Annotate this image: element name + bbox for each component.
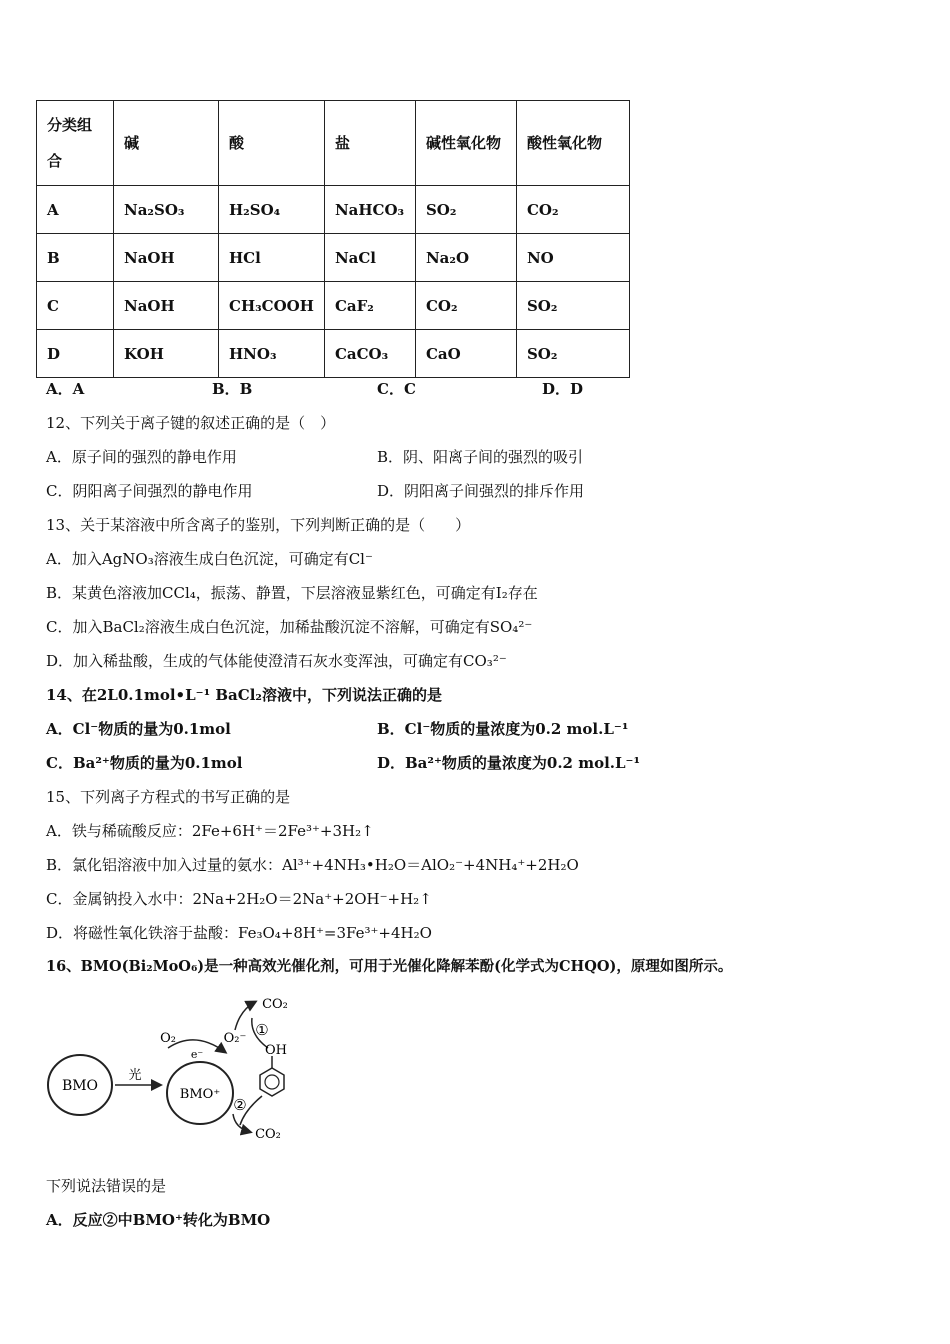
table-cell: CO₂ bbox=[415, 282, 516, 330]
option-c: C．Ba²⁺物质的量为0.1mol bbox=[46, 754, 243, 772]
light-label: 光 bbox=[128, 1068, 142, 1083]
table-cell: SO₂ bbox=[516, 330, 629, 378]
table-cell: CaF₂ bbox=[324, 282, 415, 330]
header-cell: 盐 bbox=[324, 101, 415, 186]
table-cell: NaHCO₃ bbox=[324, 186, 415, 234]
table-cell: H₂SO₄ bbox=[219, 186, 325, 234]
option-d: D．Ba²⁺物质的量浓度为0.2 mol.L⁻¹ bbox=[377, 754, 641, 772]
question-stem: 16、BMO(Bi₂MoO₆)是一种高效光催化剂，可用于光催化降解苯酚(化学式为CHQO)，原理如图所示。 bbox=[46, 958, 733, 975]
header-cell: 碱性氧化物 bbox=[415, 101, 516, 186]
table-cell: HCl bbox=[219, 234, 325, 282]
table-cell: A bbox=[37, 186, 114, 234]
choice-c: C．C bbox=[377, 380, 416, 398]
option-b: B．氯化铝溶液中加入过量的氨水：Al³⁺+4NH₃•H₂O＝AlO₂⁻+4NH₄⁺+2H₂O bbox=[46, 856, 579, 874]
table-cell: NO bbox=[516, 234, 629, 282]
option-d: D．加入稀盐酸，生成的气体能使澄清石灰水变浑浊，可确定有CO₃²⁻ bbox=[46, 652, 507, 670]
table-cell: CH₃COOH bbox=[219, 282, 325, 330]
table-row bbox=[37, 234, 630, 282]
table-cell: NaCl bbox=[324, 234, 415, 282]
table-cell: KOH bbox=[114, 330, 219, 378]
option-a: A．反应②中BMO⁺转化为BMO bbox=[46, 1211, 271, 1229]
question-stem: 15、下列离子方程式的书写正确的是 bbox=[46, 788, 291, 806]
bmo-plus-label: BMO⁺ bbox=[179, 1087, 221, 1102]
table-row bbox=[37, 330, 630, 378]
step2-label: ② bbox=[233, 1096, 247, 1114]
table-cell: C bbox=[37, 282, 114, 330]
choice-b: B．B bbox=[212, 380, 253, 398]
question-stem: 12、下列关于离子键的叙述正确的是（ ） bbox=[46, 414, 336, 432]
table-row bbox=[37, 282, 630, 330]
benzene-aromatic-circle bbox=[265, 1075, 279, 1089]
table-cell: Na₂O bbox=[415, 234, 516, 282]
header-cell: 酸性氧化物 bbox=[516, 101, 629, 186]
o2-minus-label: O₂⁻ bbox=[223, 1031, 247, 1046]
option-d: D．将磁性氧化铁溶于盐酸：Fe₃O₄+8H⁺=3Fe³⁺+4H₂O bbox=[46, 924, 432, 942]
table-cell: D bbox=[37, 330, 114, 378]
option-c: C．加入BaCl₂溶液生成白色沉淀，加稀盐酸沉淀不溶解，可确定有SO₄²⁻ bbox=[46, 618, 533, 636]
option-d: D．阴阳离子间强烈的排斥作用 bbox=[377, 482, 585, 500]
oh-label: OH bbox=[265, 1043, 287, 1058]
option-a: A．铁与稀硫酸反应：2Fe+6H⁺＝2Fe³⁺+3H₂↑ bbox=[46, 822, 374, 840]
choice-d: D．D bbox=[542, 380, 584, 398]
table-cell: CaCO₃ bbox=[324, 330, 415, 378]
electron-label: e⁻ bbox=[190, 1048, 204, 1061]
option-c: C．金属钠投入水中：2Na+2H₂O＝2Na⁺+2OH⁻+H₂↑ bbox=[46, 890, 432, 908]
table-cell: Na₂SO₃ bbox=[114, 186, 219, 234]
photocatalysis-diagram bbox=[40, 990, 300, 1150]
step1-label: ① bbox=[255, 1021, 269, 1039]
question-stem: 14、在2L0.1mol•L⁻¹ BaCl₂溶液中，下列说法正确的是 bbox=[46, 686, 442, 704]
header-cell: 碱 bbox=[114, 101, 219, 186]
table-header-row bbox=[37, 101, 630, 186]
option-b: B．Cl⁻物质的量浓度为0.2 mol.L⁻¹ bbox=[377, 720, 629, 738]
question-prompt: 下列说法错误的是 bbox=[46, 1177, 167, 1195]
benzene-ring-icon bbox=[260, 1068, 284, 1096]
option-c: C．阴阳离子间强烈的静电作用 bbox=[46, 482, 253, 500]
question-stem: 13、关于某溶液中所含离子的鉴别，下列判断正确的是（ ） bbox=[46, 516, 471, 534]
table-cell: NaOH bbox=[114, 282, 219, 330]
table-cell: SO₂ bbox=[516, 282, 629, 330]
bmo-label: BMO bbox=[61, 1078, 99, 1094]
table-cell: NaOH bbox=[114, 234, 219, 282]
option-a: A．原子间的强烈的静电作用 bbox=[46, 448, 237, 466]
table-row bbox=[37, 186, 630, 234]
co2-top-label: CO₂ bbox=[262, 997, 288, 1012]
option-b: B．某黄色溶液加CCl₄，振荡、静置，下层溶液显紫红色，可确定有I₂存在 bbox=[46, 584, 538, 602]
table-cell: CaO bbox=[415, 330, 516, 378]
o2-label: O₂ bbox=[160, 1031, 176, 1046]
table-cell: CO₂ bbox=[516, 186, 629, 234]
header-cell: 分类组合 bbox=[37, 101, 114, 186]
option-b: B．阴、阳离子间的强烈的吸引 bbox=[377, 448, 584, 466]
table-cell: B bbox=[37, 234, 114, 282]
header-cell: 酸 bbox=[219, 101, 325, 186]
table-cell: SO₂ bbox=[415, 186, 516, 234]
table-cell: HNO₃ bbox=[219, 330, 325, 378]
choice-a: A．A bbox=[46, 380, 85, 398]
option-a: A．Cl⁻物质的量为0.1mol bbox=[46, 720, 231, 738]
co2-bottom-label: CO₂ bbox=[255, 1127, 281, 1142]
option-a: A．加入AgNO₃溶液生成白色沉淀，可确定有Cl⁻ bbox=[46, 550, 373, 568]
classification-table bbox=[36, 100, 630, 378]
